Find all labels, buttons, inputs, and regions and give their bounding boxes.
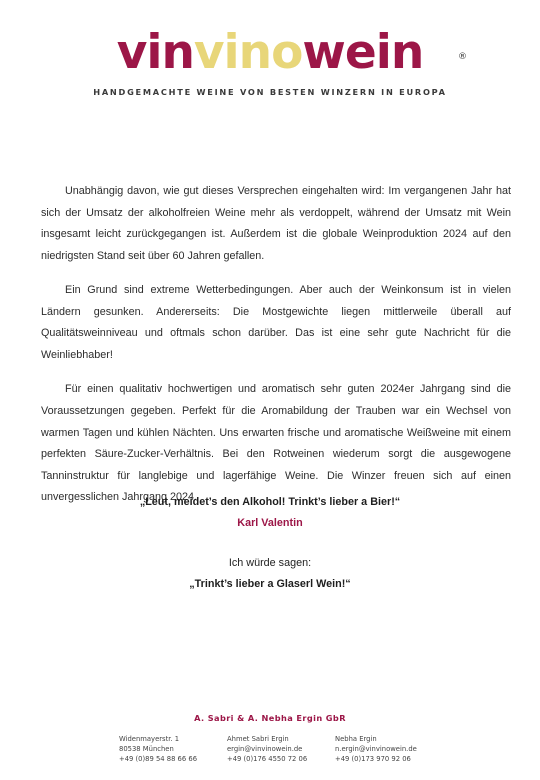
brand-logo [0, 25, 540, 80]
logo-part-wein: wein [302, 25, 424, 80]
footer-line: +49 (0)89 54 88 66 66 [119, 755, 198, 764]
footer-line: Widenmayerstr. 1 [119, 735, 180, 743]
quote-author: Karl Valentin [237, 517, 303, 529]
quote-text: „Leut, meidet’s den Alkohol! Trinkt’s lieber a Bier!“ [139, 496, 401, 508]
logo-part-vin: vin [116, 25, 194, 80]
logo-part-vino: vino [193, 25, 303, 80]
registered-mark: ® [458, 52, 467, 62]
footer-line: +49 (0)173 970 92 06 [335, 755, 411, 764]
tagline: HANDGEMACHTE WEINE VON BESTEN WINZERN IN EUROPA [93, 87, 447, 97]
paragraph: Ein Grund sind extreme Wetterbedingungen. Aber auch der Weinkonsum ist in vielen Ländern gesunken. Andererseits: Die Mostgewichte liegen mittlerweile überall auf Qualitätsweinniveau und oftmals schon darüber. Das ist eine sehr gute Nachricht für die Weinliebhaber! [41, 284, 511, 361]
footer-line: 80538 München [119, 745, 174, 754]
footer-address [119, 734, 229, 765]
closing-quote: „Trinkt’s lieber a Glaserl Wein!“ [189, 578, 351, 590]
letter-body [41, 181, 511, 522]
paragraph: Für einen qualitativ hochwertigen und aromatisch sehr guten 2024er Jahrgang sind die Voraussetzungen gegeben. Perfekt für die Aromabildung der Trauben war ein Wechsel von warmen Tagen und kühlen Nächten. Uns erwarten frische und aromatische Weißweine mit einem perfekten Säure-Zucker-Verhältnis. Bei den Rotweinen wiederum sorgt die ausgewogene Tanninstruktur für langlebige und lagerfähige Weine. Die Winzer freuen sich auf einen unvergesslichen Jahrgang 2024. [41, 383, 511, 504]
footer-line: Nebha Ergin [335, 735, 377, 743]
paragraph: Unabhängig davon, wie gut dieses Versprechen eingehalten wird: Im vergangenen Jahr hat sich der Umsatz der alkoholfreien Weine mehr als verdoppelt, während der Umsatz mit Wein insgesamt leicht zurückgegangen ist. Außerdem ist die globale Weinproduktion 2024 auf den niedrigsten Stand seit über 60 Jahren gefallen. [41, 185, 511, 262]
footer-line: +49 (0)176 4550 72 06 [227, 755, 308, 764]
footer-company: A. Sabri & A. Nebha Ergin GbR [194, 713, 346, 723]
closing-intro: Ich würde sagen: [228, 557, 312, 569]
footer-contact-nebha [335, 734, 445, 765]
footer-email-link[interactable]: n.ergin@vinvinowein.de [335, 745, 417, 754]
footer-contact-ahmet [227, 734, 337, 765]
footer-line: Ahmet Sabri Ergin [227, 735, 289, 743]
footer-email-link[interactable]: ergin@vinvinowein.de [227, 745, 303, 754]
quote-block [0, 492, 540, 595]
